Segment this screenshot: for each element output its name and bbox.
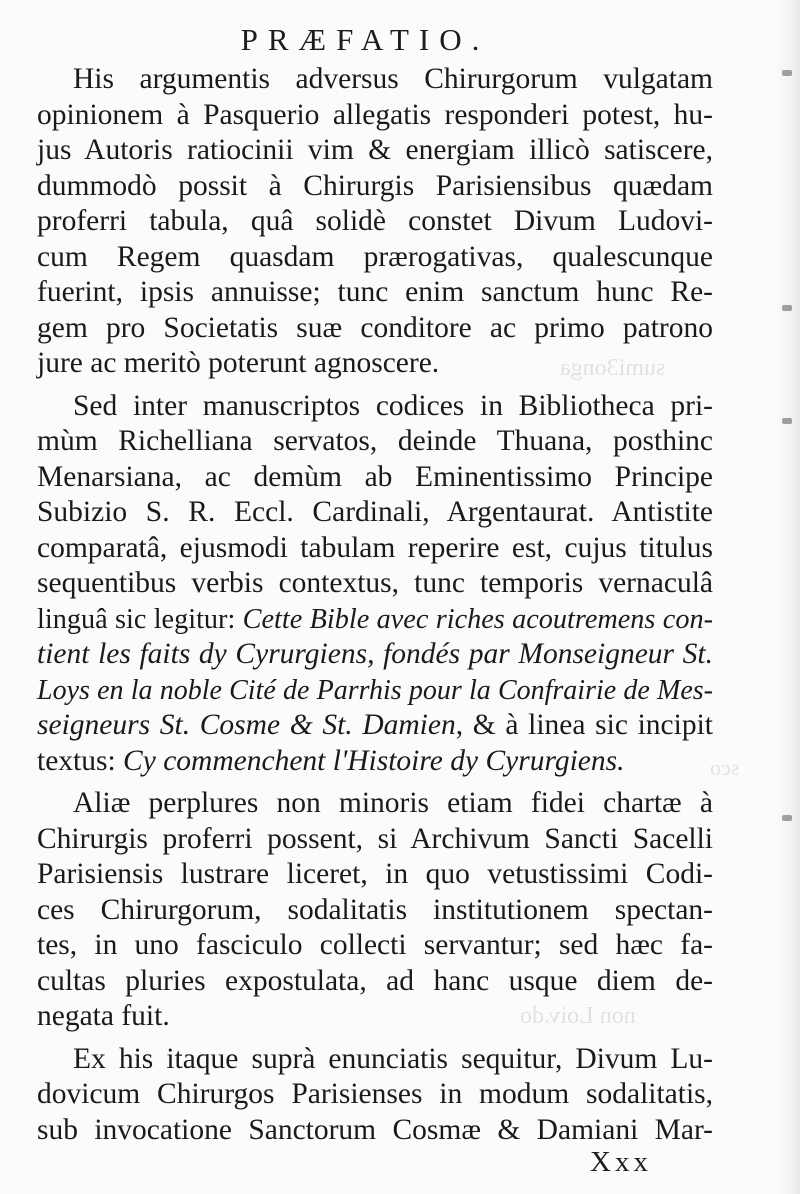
- text-line: opinionem à Pasquerio allegatis responderi potest, hu-: [37, 98, 713, 131]
- italic-quotation: tient les faits dy Cyrurgiens, fondés par Monseigneur St.: [37, 638, 713, 670]
- text-line: ces Chirurgorum, sodalitatis institutionem spectan-: [37, 893, 713, 926]
- text-line: negata fuit.: [37, 1000, 170, 1032]
- text-line: Sed inter manuscriptos codices in Bibliotheca pri-: [73, 389, 713, 422]
- text-line: [37, 744, 713, 780]
- margin-mark: [782, 70, 792, 76]
- text-line: dovicum Chirurgos Parisienses in modum sodalitatis,: [37, 1078, 713, 1110]
- text-line: Chirurgis proferri possent, si Archivum Sancti Sacelli: [37, 822, 713, 855]
- text-line: sequentibus verbis contextus, tunc temporis vernaculâ: [37, 567, 713, 599]
- text-line: [37, 673, 713, 709]
- roman-text: linguâ sic legitur:: [37, 603, 243, 635]
- body-text: [37, 62, 713, 1148]
- text-line: Parisiensis lustrare liceret, in quo vetustissimi Codi-: [37, 858, 713, 890]
- text-line: [37, 602, 713, 638]
- text-line: cultas pluries expostulata, ad hanc usque diem de-: [37, 964, 713, 997]
- text-line: cum Regem quasdam prærogativas, qualescunque: [37, 240, 713, 273]
- text-line: proferri tabula, quâ solidè constet Divum Ludovi-: [37, 205, 713, 237]
- margin-mark: [782, 418, 792, 424]
- text-line: [37, 708, 713, 744]
- text-line: gem pro Societatis suæ conditore ac primo patrono: [37, 311, 713, 344]
- text-line: His argumentis adversus Chirurgorum vulgatam: [73, 63, 713, 95]
- italic-quotation: Loys en la noble Cité de Parrhis pour la Confrairie de Mes-: [37, 674, 713, 706]
- paragraph: [37, 786, 713, 1035]
- text-line: comparatâ, ejusmodi tabulam reperire est, cujus titulus: [37, 531, 713, 564]
- italic-quotation: Cette Bible avec riches acoutremens con-: [242, 603, 713, 635]
- catchword-signature: Xxx: [590, 1146, 652, 1178]
- text-line: Aliæ perplures non minoris etiam fidei chartæ à: [73, 787, 713, 819]
- show-through-text: sumi3onga: [560, 355, 666, 381]
- italic-quotation: Cy commenchent l'Histoire dy Cyrurgiens.: [123, 744, 625, 777]
- text-line: Subizio S. R. Eccl. Cardinali, Argentaurat. Antistite: [37, 496, 713, 528]
- page-edge-shadow: [774, 0, 800, 1194]
- margin-mark: [782, 815, 792, 821]
- text-line: mùm Richelliana servatos, deinde Thuana, posthinc: [37, 425, 713, 457]
- text-line: tes, in uno fasciculo collecti servantur; sed hæc fa-: [37, 929, 713, 961]
- text-line: sub invocatione Sanctorum Cosmæ & Damiani Mar-: [37, 1113, 713, 1146]
- text-line: jure ac meritò poterunt agnoscere.: [37, 347, 440, 379]
- paragraph: [37, 1042, 713, 1149]
- text-line: fuerint, ipsis annuisse; tunc enim sanctum hunc Re-: [37, 276, 713, 308]
- roman-text: textus:: [37, 744, 124, 777]
- text-line: jus Autoris ratiocinii vim & energiam illicò satiscere,: [37, 134, 713, 166]
- text-line: Ex his itaque suprà enunciatis sequitur, Divum Lu-: [73, 1042, 713, 1075]
- text-line: [37, 637, 713, 673]
- italic-quotation: seigneurs St. Cosme & St. Damien: [37, 709, 456, 741]
- show-through-text: non Loiv.do: [520, 1003, 636, 1029]
- text-line: dummodò possit à Chirurgis Parisiensibus quædam: [37, 169, 713, 202]
- show-through-text: sco: [710, 755, 740, 780]
- margin-mark: [782, 305, 792, 311]
- text-line: Menarsiana, ac demùm ab Eminentissimo Principe: [37, 460, 713, 493]
- running-header: PRÆFATIO.: [240, 22, 490, 57]
- roman-text: , & à linea sic incipit: [455, 709, 713, 741]
- paragraph: [37, 389, 713, 780]
- paragraph: [37, 62, 713, 382]
